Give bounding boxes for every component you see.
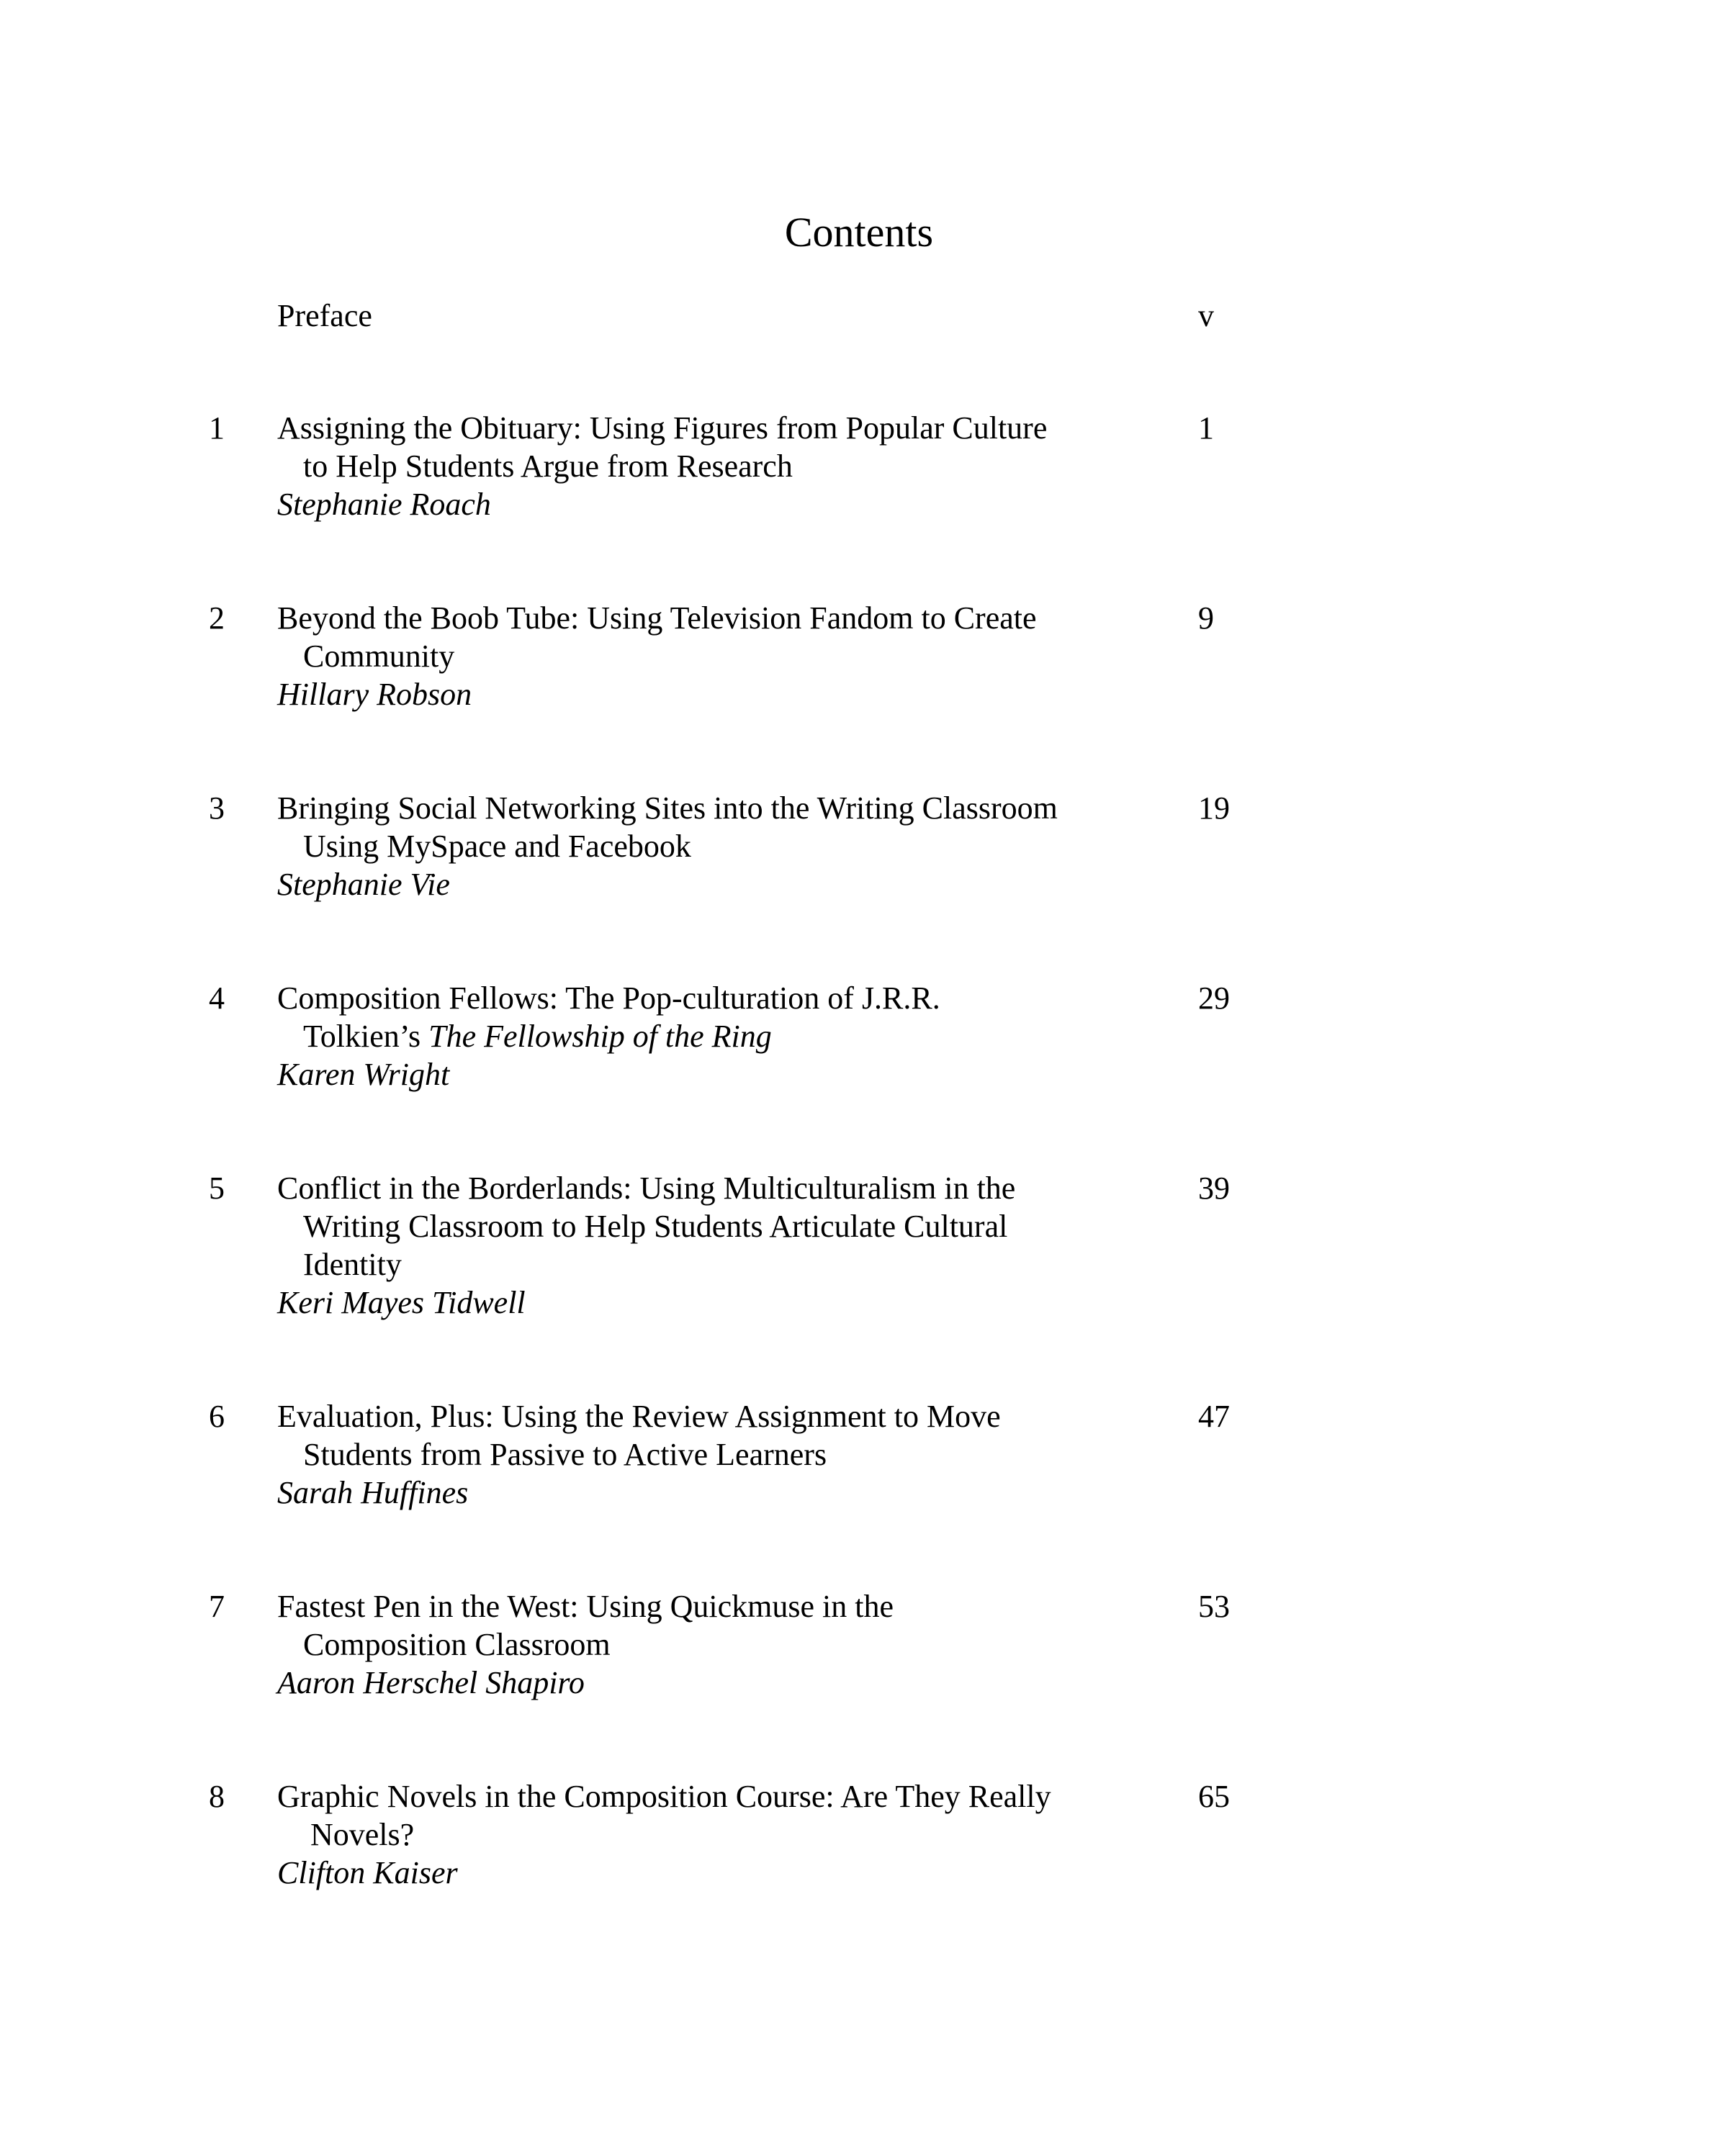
chapter-number: 5 [209,1171,225,1206]
chapter-title-line: Assigning the Obituary: Using Figures from Popular Culture [277,410,1048,446]
chapter-details [277,409,1170,523]
chapter-details [277,979,1170,1093]
chapter-author: Sarah Huffines [277,1475,469,1510]
chapter-title-line: Beyond the Boob Tube: Using Television Fandom to Create [277,600,1037,636]
chapter-details [277,789,1170,903]
chapter-author: Stephanie Vie [277,867,450,902]
chapter-title-line: Fastest Pen in the West: Using Quickmuse in the [277,1589,894,1624]
chapter-title-line: to Help Students Argue from Research [303,448,793,484]
chapter-number: 1 [209,410,225,446]
chapter-details [277,1397,1170,1512]
chapter-title-line: Novels? [310,1817,415,1852]
book-title: The Fellowship of the Ring [428,1019,772,1054]
preface-page-number: v [1198,298,1214,333]
chapter-number: 2 [209,600,225,636]
chapter-author: Aaron Herschel Shapiro [277,1665,585,1700]
chapter-number: 8 [209,1779,225,1814]
chapter-title-line: Using MySpace and Facebook [303,829,691,864]
chapter-title-line: Writing Classroom to Help Students Articulate Cultural [303,1209,1008,1244]
chapter-title-line: Evaluation, Plus: Using the Review Assignment to Move [277,1399,1001,1434]
chapter-number: 7 [209,1589,225,1624]
chapter-page-number: 39 [1198,1171,1230,1206]
chapter-number: 3 [209,790,225,826]
chapter-title-line [277,1017,1170,1055]
chapter-title-line: Bringing Social Networking Sites into the Writing Classroom [277,790,1058,826]
chapter-title-prefix: Tolkien’s [303,1019,429,1054]
chapter-number: 6 [209,1399,225,1434]
chapter-details [277,599,1170,713]
chapter-page-number: 65 [1198,1779,1230,1814]
chapter-title-line: Community [303,639,455,674]
chapter-author: Karen Wright [277,1057,450,1092]
chapter-details [277,1587,1170,1702]
chapter-title-line: Composition Fellows: The Pop-culturation of J.R.R. [277,980,940,1016]
chapter-page-number: 53 [1198,1589,1230,1624]
chapter-page-number: 29 [1198,980,1230,1016]
page-title: Contents [784,209,934,256]
chapter-number: 4 [209,980,225,1016]
chapter-page-number: 19 [1198,790,1230,826]
chapter-title-line: Graphic Novels in the Composition Course: Are They Really [277,1779,1051,1814]
chapter-page-number: 47 [1198,1399,1230,1434]
preface-label: Preface [277,298,372,333]
chapter-details [277,1169,1170,1322]
chapter-author: Clifton Kaiser [277,1855,458,1890]
chapter-title-line: Students from Passive to Active Learners [303,1437,827,1472]
chapter-title-line: Composition Classroom [303,1627,611,1662]
chapter-title-line: Conflict in the Borderlands: Using Multiculturalism in the [277,1171,1016,1206]
chapter-page-number: 9 [1198,600,1214,636]
chapter-page-number: 1 [1198,410,1214,446]
chapter-title-line: Identity [303,1247,402,1282]
chapter-author: Hillary Robson [277,677,472,712]
chapter-author: Keri Mayes Tidwell [277,1285,526,1320]
chapter-author: Stephanie Roach [277,487,491,522]
chapter-details [277,1777,1170,1892]
